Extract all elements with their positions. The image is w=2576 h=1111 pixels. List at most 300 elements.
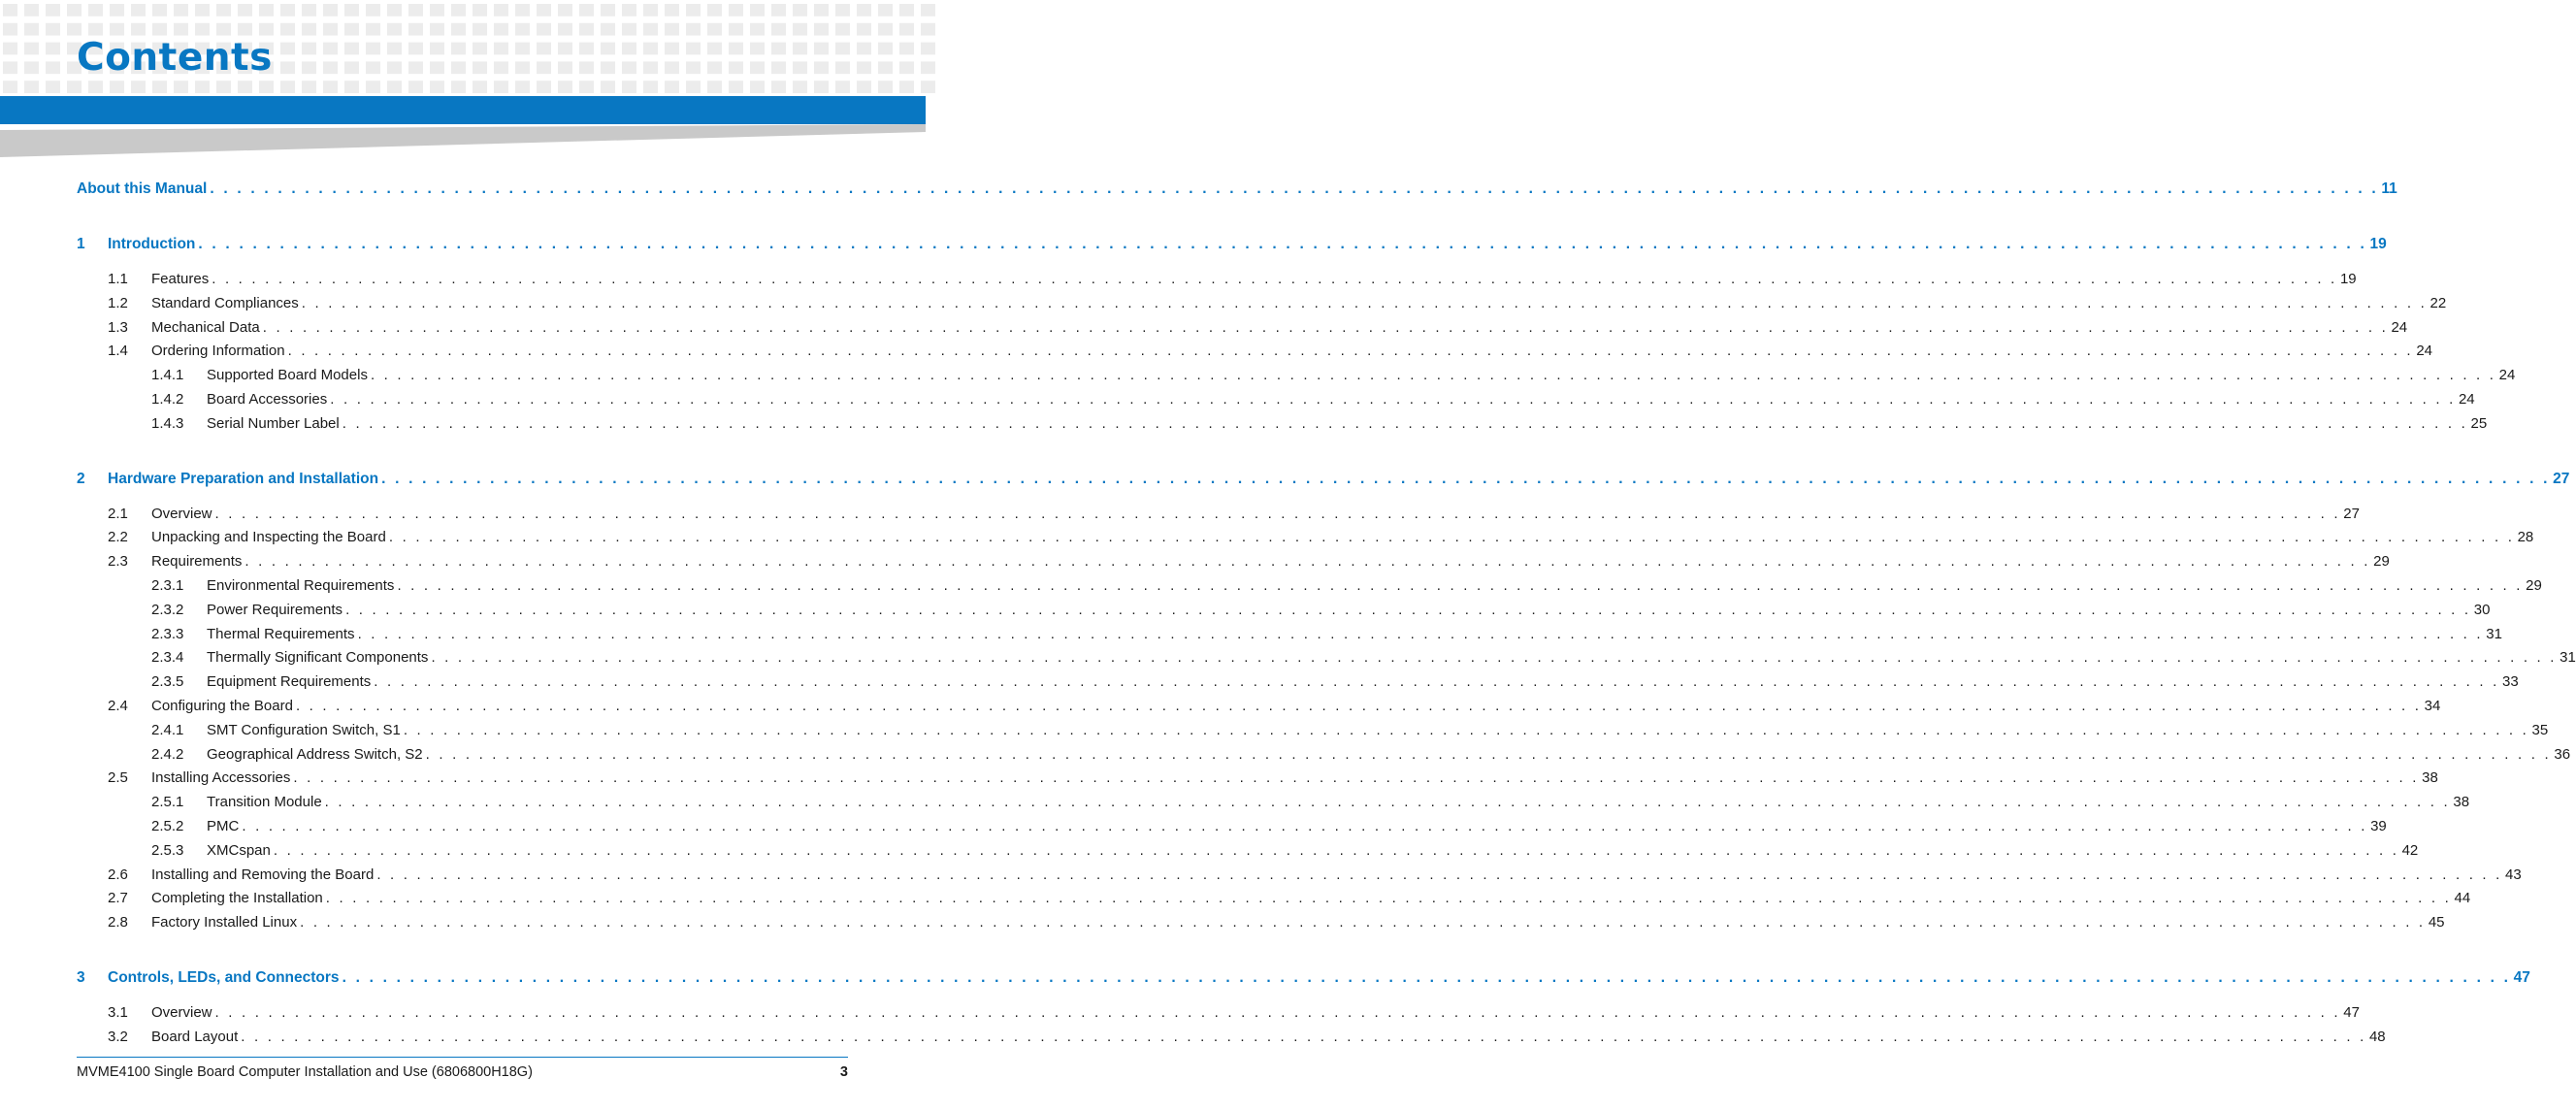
pattern-square <box>387 4 402 16</box>
toc-dot-leader: . . . . . . . . . . . . . . . . . . . . . . . . . . . . . . . . . . . . . . . . . . . . . . . . . . . . . . . . . . . . . . . . . . . . . . . . . . . . . . . . . . . . . . . . . . . . . . . . . . . . . . . . . . . . . . . . . . . . . . . . . . . . . . . . . . . . . . . . . . . . . . . . . . . . . . . . . . . . . . . . <box>214 1003 2341 1021</box>
toc-spacer <box>77 935 848 965</box>
pattern-square <box>259 4 274 16</box>
toc-section-entry[interactable] <box>77 340 2432 364</box>
pattern-square <box>579 23 594 36</box>
pattern-square <box>24 81 39 93</box>
toc-chapter-entry[interactable] <box>77 177 2397 202</box>
pattern-square <box>601 23 615 36</box>
toc-subsection-entry[interactable] <box>77 364 2516 388</box>
pattern-square <box>302 4 316 16</box>
toc-entry-title: Standard Compliances <box>151 294 299 311</box>
toc-entry-number: 3.1 <box>108 1003 128 1021</box>
pattern-square <box>537 81 551 93</box>
toc-entry-title: Hardware Preparation and Installation <box>108 470 379 487</box>
pattern-square <box>921 4 935 16</box>
pattern-square <box>835 4 850 16</box>
pattern-square <box>878 23 893 36</box>
pattern-square <box>878 4 893 16</box>
toc-subsection-entry[interactable] <box>77 839 2419 864</box>
toc-section-entry[interactable] <box>77 316 2408 341</box>
toc-entry-page: 29 <box>2373 553 2390 571</box>
pattern-square <box>46 61 60 74</box>
pattern-square <box>323 4 338 16</box>
pattern-square <box>46 23 60 36</box>
pattern-square <box>408 81 423 93</box>
pattern-square <box>238 4 252 16</box>
toc-entry-title: Serial Number Label <box>207 414 340 432</box>
pattern-square <box>515 4 530 16</box>
pattern-square <box>750 23 765 36</box>
toc-dot-leader: . . . . . . . . . . . . . . . . . . . . . . . . . . . . . . . . . . . . . . . . . . . . . . . . . . . . . . . . . . . . . . . . . . . . . . . . . . . . . . . . . . . . . . . . . . . . . . . . . . . . . . . . . . . . . . . . . . . . . . . . . . . . . . . . . . . . . . . . . . . . . . . . . . . . . . . . . . . . . . . . <box>431 649 2558 667</box>
toc-entry-page: 30 <box>2473 601 2491 618</box>
pattern-square <box>3 61 17 74</box>
toc-entry-title: Board Layout <box>151 1028 239 1045</box>
pattern-square <box>195 4 210 16</box>
pattern-square <box>857 43 871 55</box>
pattern-square <box>46 81 60 93</box>
pattern-square <box>771 43 786 55</box>
pattern-square <box>302 23 316 36</box>
pattern-square <box>558 61 572 74</box>
toc-entry-title: Installing and Removing the Board <box>151 866 375 883</box>
toc-entry-page: 48 <box>2368 1028 2386 1045</box>
toc-entry-number: 2.4 <box>108 697 128 714</box>
pattern-square <box>408 4 423 16</box>
pattern-square <box>707 61 722 74</box>
toc-entry-number: 1.4.3 <box>151 414 184 432</box>
toc-entry-number: 2.5 <box>108 769 128 787</box>
toc-section-entry[interactable] <box>77 911 2445 935</box>
toc-entry-page: 39 <box>2370 817 2387 834</box>
pattern-square <box>67 4 82 16</box>
toc-entry-page: 28 <box>2517 529 2534 546</box>
toc-entry-title: Board Accessories <box>207 390 328 408</box>
toc-dot-leader: . . . . . . . . . . . . . . . . . . . . . . . . . . . . . . . . . . . . . . . . . . . . . . . . . . . . . . . . . . . . . . . . . . . . . . . . . . . . . . . . . . . . . . . . . . . . . . . . . . . . . . . . . . . . . . . . . . . . . . . . . . . . . . . . . . . . . . . . . . . . . . . . . . . . . . . . . . . . . . . . <box>324 794 2451 811</box>
pattern-square <box>537 23 551 36</box>
pattern-square <box>473 23 487 36</box>
footer-document-title: MVME4100 Single Board Computer Installation and Use (6806800H18G) <box>77 1064 533 1080</box>
header-gray-wedge <box>0 124 926 159</box>
pattern-square <box>515 43 530 55</box>
pattern-square <box>729 61 743 74</box>
pattern-square <box>3 4 17 16</box>
pattern-square <box>643 43 658 55</box>
toc-entry-page: 24 <box>2498 367 2516 384</box>
pattern-square <box>857 81 871 93</box>
toc-entry-number: 2.1 <box>108 505 128 522</box>
toc-dot-leader: . . . . . . . . . . . . . . . . . . . . . . . . . . . . . . . . . . . . . . . . . . . . . . . . . . . . . . . . . . . . . . . . . . . . . . . . . . . . . . . . . . . . . . . . . . . . . . . . . . . . . . . . . . . . . . . . . . . . . . . . . . . . . . . . . . . . . . . . . . . . . . . . . . . . . . . . . . . . . . . . <box>370 367 2496 384</box>
toc-entry-page: 19 <box>2369 236 2387 252</box>
pattern-square <box>558 23 572 36</box>
toc-dot-leader: . . . . . . . . . . . . . . . . . . . . . . . . . . . . . . . . . . . . . . . . . . . . . . . . . . . . . . . . . . . . . . . . . . . . . . . . . . . . . . . . . . . . . . . . . . . . . . . . . . . . . . . . . . . . . . . . . . . . . . . . . . . . . . . . . . . . . . . . . . . . . . . . . . . . . . . . . . . . . . . . <box>425 745 2552 763</box>
pattern-square <box>430 81 444 93</box>
pattern-square <box>921 43 935 55</box>
pattern-square <box>857 23 871 36</box>
pattern-square <box>814 61 829 74</box>
pattern-square <box>622 43 636 55</box>
toc-entry-page: 22 <box>2429 294 2447 311</box>
pattern-square <box>344 81 359 93</box>
pattern-square <box>515 23 530 36</box>
pattern-square <box>280 43 295 55</box>
pattern-square <box>622 4 636 16</box>
page-title: Contents <box>77 36 273 80</box>
toc-entry-title: Overview <box>151 1003 212 1021</box>
pattern-square <box>665 23 679 36</box>
toc-entry-number: 2.6 <box>108 866 128 883</box>
toc-entry-title: PMC <box>207 817 240 834</box>
toc-section-entry[interactable] <box>77 695 2441 719</box>
pattern-square <box>451 23 466 36</box>
pattern-square <box>643 4 658 16</box>
toc-subsection-entry[interactable] <box>77 623 2502 647</box>
toc-entry-number: 2.7 <box>108 890 128 907</box>
toc-entry-page: 47 <box>2343 1003 2360 1021</box>
toc-entry-number: 2.5.3 <box>151 841 184 859</box>
toc-entry-number: 2.4.2 <box>151 745 184 763</box>
toc-entry-title: Mechanical Data <box>151 318 260 336</box>
toc-entry-page: 25 <box>2470 414 2488 432</box>
pattern-square <box>344 61 359 74</box>
toc-entry-title: Factory Installed Linux <box>151 914 298 931</box>
toc-section-entry[interactable] <box>77 550 2390 574</box>
toc-entry-title: XMCspan <box>207 841 271 859</box>
toc-dot-leader: . . . . . . . . . . . . . . . . . . . . . . . . . . . . . . . . . . . . . . . . . . . . . . . . . . . . . . . . . . . . . . . . . . . . . . . . . . . . . . . . . . . . . . . . . . . . . . . . . . . . . . . . . . . . . . . . . . . . . . . . . . . . . . . . . . . . . . . . . . . . . . . . . . . . . . . . . . . . . . . . <box>301 294 2428 311</box>
pattern-square <box>878 43 893 55</box>
pattern-square <box>366 81 380 93</box>
pattern-square <box>88 4 103 16</box>
toc-entry-number: 3.2 <box>108 1028 128 1045</box>
toc-entry-number: 1.4.2 <box>151 390 184 408</box>
pattern-square <box>3 81 17 93</box>
toc-entry-page: 31 <box>2486 625 2502 642</box>
pattern-square <box>3 43 17 55</box>
pattern-square <box>494 43 508 55</box>
toc-entry-title: Transition Module <box>207 794 322 811</box>
toc-entry-page: 36 <box>2554 745 2571 763</box>
pattern-square <box>814 23 829 36</box>
toc-subsection-entry[interactable] <box>77 388 2475 412</box>
toc-section-entry[interactable] <box>77 767 2438 791</box>
toc-section-entry[interactable] <box>77 292 2447 316</box>
pattern-square <box>451 4 466 16</box>
pattern-square <box>408 61 423 74</box>
toc-subsection-entry[interactable] <box>77 412 2488 437</box>
toc-entry-page: 24 <box>2416 343 2432 360</box>
footer-rule <box>77 1057 848 1058</box>
pattern-square <box>899 43 914 55</box>
toc-entry-number: 2.3 <box>108 553 128 571</box>
toc-dot-leader: . . . . . . . . . . . . . . . . . . . . . . . . . . . . . . . . . . . . . . . . . . . . . . . . . . . . . . . . . . . . . . . . . . . . . . . . . . . . . . . . . . . . . . . . . . . . . . . . . . . . . . . . . . . . . . . . . . . . . . . . . . . . . . . . . . . . . . . . . . . . . . . . . . . . . . . . . . . . . . . . <box>212 271 2337 287</box>
pattern-square <box>729 4 743 16</box>
toc-entry-title: Features <box>151 271 210 287</box>
pattern-square <box>46 43 60 55</box>
toc-subsection-entry[interactable] <box>77 670 2519 695</box>
pattern-square <box>814 81 829 93</box>
pattern-square <box>899 23 914 36</box>
toc-dot-leader: . . . . . . . . . . . . . . . . . . . . . . . . . . . . . . . . . . . . . . . . . . . . . . . . . . . . . . . . . . . . . . . . . . . . . . . . . . . . . . . . . . . . . . . . . . . . . . . . . . . . . . . . . . . . . . . . . . . . . . . . . . . . . . . . . . . . . . . . . . . . . . . . . . . . . . . . . . . . . . . . <box>381 470 2551 487</box>
toc-entry-number: 2.3.1 <box>151 576 184 594</box>
pattern-square <box>729 81 743 93</box>
pattern-square <box>451 81 466 93</box>
toc-section-entry[interactable] <box>77 1026 2386 1050</box>
toc-dot-leader: . . . . . . . . . . . . . . . . . . . . . . . . . . . . . . . . . . . . . . . . . . . . . . . . . . . . . . . . . . . . . . . . . . . . . . . . . . . . . . . . . . . . . . . . . . . . . . . . . . . . . . . . . . . . . . . . . . . . . . . . . . . . . . . . . . . . . . . . . . . . . . . . . . . . . . . . . . . . . . . . <box>293 769 2420 787</box>
toc-spacer <box>77 437 848 467</box>
toc-entry-number: 1.4 <box>108 343 128 360</box>
pattern-square <box>857 4 871 16</box>
toc-dot-leader: . . . . . . . . . . . . . . . . . . . . . . . . . . . . . . . . . . . . . . . . . . . . . . . . . . . . . . . . . . . . . . . . . . . . . . . . . . . . . . . . . . . . . . . . . . . . . . . . . . . . . . . . . . . . . . . . . . . . . . . . . . . . . . . . . . . . . . . . . . . . . . . . . . . . . . . . . . . . . . . . <box>241 1028 2366 1045</box>
toc-entry-title: Ordering Information <box>151 343 285 360</box>
toc-entry-number: 2.5.1 <box>151 794 184 811</box>
toc-dot-leader: . . . . . . . . . . . . . . . . . . . . . . . . . . . . . . . . . . . . . . . . . . . . . . . . . . . . . . . . . . . . . . . . . . . . . . . . . . . . . . . . . . . . . . . . . . . . . . . . . . . . . . . . . . . . . . . . . . . . . . . . . . . . . . . . . . . . . . . . . . . . . . . . . . . . . . . . . . . . . . . . <box>300 914 2426 931</box>
table-of-contents <box>77 177 2576 1050</box>
toc-section-entry[interactable] <box>77 864 2522 888</box>
toc-entry-number: 2.2 <box>108 529 128 546</box>
pattern-square <box>814 43 829 55</box>
pattern-square <box>793 43 807 55</box>
toc-entry-title: SMT Configuration Switch, S1 <box>207 721 401 738</box>
toc-dot-leader: . . . . . . . . . . . . . . . . . . . . . . . . . . . . . . . . . . . . . . . . . . . . . . . . . . . . . . . . . . . . . . . . . . . . . . . . . . . . . . . . . . . . . . . . . . . . . . . . . . . . . . . . . . . . . . . . . . . . . . . . . . . . . . . . . . . . . . . . . . . . . . . . . . . . . . . . . . . . . . . . <box>245 553 2371 571</box>
toc-dot-leader: . . . . . . . . . . . . . . . . . . . . . . . . . . . . . . . . . . . . . . . . . . . . . . . . . . . . . . . . . . . . . . . . . . . . . . . . . . . . . . . . . . . . . . . . . . . . . . . . . . . . . . . . . . . . . . . . . . . . . . . . . . . . . . . . . . . . . . . . . . . . . . . . . . . . . . . . . . . . . . . . <box>287 343 2414 360</box>
toc-dot-leader: . . . . . . . . . . . . . . . . . . . . . . . . . . . . . . . . . . . . . . . . . . . . . . . . . . . . . . . . . . . . . . . . . . . . . . . . . . . . . . . . . . . . . . . . . . . . . . . . . . . . . . . . . . . . . . . . . . . . . . . . . . . . . . . . . . . . . . . . . . . . . . . . . . . . . . . . . . . . . . . . <box>388 529 2515 546</box>
pattern-square <box>643 81 658 93</box>
toc-entry-title: Equipment Requirements <box>207 673 372 691</box>
toc-subsection-entry[interactable] <box>77 574 2542 599</box>
toc-entry-page: 38 <box>2422 769 2438 787</box>
pattern-square <box>665 43 679 55</box>
toc-section-entry[interactable] <box>77 1001 2360 1026</box>
header-blue-band <box>0 96 926 124</box>
pattern-square <box>579 43 594 55</box>
toc-entry-title: Thermal Requirements <box>207 625 355 642</box>
pattern-square <box>387 61 402 74</box>
pattern-square <box>686 61 701 74</box>
toc-entry-title: Environmental Requirements <box>207 576 395 594</box>
toc-entry-title: Configuring the Board <box>151 697 293 714</box>
pattern-square <box>366 43 380 55</box>
pattern-square <box>366 61 380 74</box>
toc-spacer <box>77 257 848 268</box>
pattern-square <box>24 4 39 16</box>
pattern-square <box>24 23 39 36</box>
pattern-square <box>899 81 914 93</box>
toc-spacer <box>77 202 848 232</box>
toc-entry-number: 2 <box>77 470 85 487</box>
pattern-square <box>473 43 487 55</box>
toc-entry-number: 1 <box>77 236 85 252</box>
pattern-square <box>686 43 701 55</box>
pattern-square <box>24 43 39 55</box>
toc-entry-page: 33 <box>2502 673 2519 691</box>
toc-entry-page: 44 <box>2454 890 2471 907</box>
pattern-square <box>46 4 60 16</box>
pattern-square <box>323 23 338 36</box>
pattern-square <box>430 61 444 74</box>
toc-entry-page: 34 <box>2424 697 2441 714</box>
pattern-square <box>665 61 679 74</box>
toc-entry-page: 35 <box>2531 721 2549 738</box>
pattern-square <box>793 4 807 16</box>
pattern-square <box>921 81 935 93</box>
toc-entry-page: 43 <box>2505 866 2522 883</box>
toc-dot-leader: . . . . . . . . . . . . . . . . . . . . . . . . . . . . . . . . . . . . . . . . . . . . . . . . . . . . . . . . . . . . . . . . . . . . . . . . . . . . . . . . . . . . . . . . . . . . . . . . . . . . . . . . . . . . . . . . . . . . . . . . . . . . . . . . . . . . . . . . . . . . . . . . . . . . . . . . . . . . . . . . <box>242 817 2368 834</box>
pattern-square <box>344 23 359 36</box>
pattern-square <box>430 4 444 16</box>
toc-entry-title: Unpacking and Inspecting the Board <box>151 529 386 546</box>
toc-entry-page: 42 <box>2401 841 2419 859</box>
toc-entry-title: Thermally Significant Components <box>207 649 429 667</box>
pattern-square <box>366 23 380 36</box>
toc-entry-title: Controls, LEDs, and Connectors <box>108 968 340 986</box>
toc-entry-page: 27 <box>2343 505 2360 522</box>
toc-entry-number: 2.3.3 <box>151 625 184 642</box>
toc-entry-number: 2.8 <box>108 914 128 931</box>
pattern-square <box>280 81 295 93</box>
pattern-square <box>579 81 594 93</box>
pattern-square <box>899 61 914 74</box>
pattern-square <box>686 23 701 36</box>
toc-entry-title: Supported Board Models <box>207 367 368 384</box>
toc-subsection-entry[interactable] <box>77 719 2549 743</box>
toc-entry-number: 1.4.1 <box>151 367 184 384</box>
toc-dot-leader: . . . . . . . . . . . . . . . . . . . . . . . . . . . . . . . . . . . . . . . . . . . . . . . . . . . . . . . . . . . . . . . . . . . . . . . . . . . . . . . . . . . . . . . . . . . . . . . . . . . . . . . . . . . . . . . . . . . . . . . . . . . . . . . . . . . . . . . . . . . . . . . . . . . . . . . . . . . . . . . . <box>357 625 2484 642</box>
pattern-square <box>302 61 316 74</box>
toc-dot-leader: . . . . . . . . . . . . . . . . . . . . . . . . . . . . . . . . . . . . . . . . . . . . . . . . . . . . . . . . . . . . . . . . . . . . . . . . . . . . . . . . . . . . . . . . . . . . . . . . . . . . . . . . . . . . . . . . . . . . . . . . . . . . . . . . . . . . . . . . . . . . . . . . . . . . . . . . . . . . . . . . <box>330 390 2456 408</box>
toc-chapter-entry[interactable] <box>77 965 2530 991</box>
toc-entry-page: 47 <box>2513 968 2530 986</box>
toc-subsection-entry[interactable] <box>77 599 2491 623</box>
pattern-square <box>771 81 786 93</box>
pattern-square <box>601 81 615 93</box>
pattern-square <box>344 4 359 16</box>
pattern-square <box>302 43 316 55</box>
toc-section-entry[interactable] <box>77 503 2360 527</box>
pattern-square <box>451 43 466 55</box>
pattern-square <box>494 4 508 16</box>
toc-entry-page: 45 <box>2428 914 2445 931</box>
toc-entry-title: Power Requirements <box>207 601 343 618</box>
pattern-square <box>558 81 572 93</box>
toc-dot-leader: . . . . . . . . . . . . . . . . . . . . . . . . . . . . . . . . . . . . . . . . . . . . . . . . . . . . . . . . . . . . . . . . . . . . . . . . . . . . . . . . . . . . . . . . . . . . . . . . . . . . . . . . . . . . . . . . . . . . . . . . . . . . . . . . . . . . . . . . . . . . . . . . . . . . . . . . . . . . . . . . <box>262 318 2389 336</box>
toc-subsection-entry[interactable] <box>77 743 2571 768</box>
toc-entry-title: Introduction <box>108 236 196 252</box>
toc-entry-number: 2.3.2 <box>151 601 184 618</box>
pattern-square <box>622 81 636 93</box>
pattern-square <box>473 61 487 74</box>
toc-entry-title: Requirements <box>151 553 243 571</box>
pattern-square <box>579 61 594 74</box>
pattern-square <box>344 43 359 55</box>
pattern-square <box>835 43 850 55</box>
toc-entry-page: 27 <box>2553 470 2570 487</box>
pattern-square <box>323 61 338 74</box>
pattern-square <box>280 4 295 16</box>
pattern-square <box>494 23 508 36</box>
pattern-square <box>387 81 402 93</box>
pattern-square <box>451 61 466 74</box>
toc-dot-leader: . . . . . . . . . . . . . . . . . . . . . . . . . . . . . . . . . . . . . . . . . . . . . . . . . . . . . . . . . . . . . . . . . . . . . . . . . . . . . . . . . . . . . . . . . . . . . . . . . . . . . . . . . . . . . . . . . . . . . . . . . . . . . . . . . . . . . . . . . . . . . . . . . . . . . . . . . . . . . . . . <box>376 866 2503 883</box>
pattern-square <box>771 23 786 36</box>
pattern-square <box>537 43 551 55</box>
pattern-square <box>750 4 765 16</box>
pattern-square <box>558 4 572 16</box>
toc-dot-leader: . . . . . . . . . . . . . . . . . . . . . . . . . . . . . . . . . . . . . . . . . . . . . . . . . . . . . . . . . . . . . . . . . . . . . . . . . . . . . . . . . . . . . . . . . . . . . . . . . . . . . . . . . . . . . . . . . . . . . . . . . . . . . . . . . . . . . . . . . . . . . . . . . . . . . . . . . . . . . . . . <box>198 236 2367 252</box>
toc-entry-number: 1.3 <box>108 318 128 336</box>
pattern-square <box>921 61 935 74</box>
pattern-square <box>814 4 829 16</box>
pattern-square <box>302 81 316 93</box>
pattern-square <box>899 4 914 16</box>
pattern-square <box>323 81 338 93</box>
toc-dot-leader: . . . . . . . . . . . . . . . . . . . . . . . . . . . . . . . . . . . . . . . . . . . . . . . . . . . . . . . . . . . . . . . . . . . . . . . . . . . . . . . . . . . . . . . . . . . . . . . . . . . . . . . . . . . . . . . . . . . . . . . . . . . . . . . . . . . . . . . . . . . . . . . . . . . . . . . . . . . . . . . . <box>397 576 2524 594</box>
pattern-square <box>601 43 615 55</box>
pattern-square <box>216 4 231 16</box>
toc-subsection-entry[interactable] <box>77 646 2576 670</box>
toc-entry-page: 24 <box>2458 390 2475 408</box>
pattern-square <box>601 4 615 16</box>
pattern-square <box>131 4 146 16</box>
pattern-square <box>771 61 786 74</box>
toc-dot-leader: . . . . . . . . . . . . . . . . . . . . . . . . . . . . . . . . . . . . . . . . . . . . . . . . . . . . . . . . . . . . . . . . . . . . . . . . . . . . . . . . . . . . . . . . . . . . . . . . . . . . . . . . . . . . . . . . . . . . . . . . . . . . . . . . . . . . . . . . . . . . . . . . . . . . . . . . . . . . . . . . <box>295 697 2422 714</box>
pattern-square <box>686 81 701 93</box>
toc-entry-number: 2.4.1 <box>151 721 184 738</box>
pattern-square <box>473 4 487 16</box>
toc-entry-number: 2.3.5 <box>151 673 184 691</box>
toc-entry-page: 31 <box>2560 649 2576 667</box>
toc-entry-page: 19 <box>2339 271 2357 287</box>
pattern-square <box>793 81 807 93</box>
pattern-square <box>280 23 295 36</box>
pattern-square <box>537 4 551 16</box>
toc-chapter-entry[interactable] <box>77 232 2387 257</box>
pattern-square <box>793 23 807 36</box>
toc-entry-title: Installing Accessories <box>151 769 291 787</box>
toc-entry-page: 11 <box>2381 180 2397 197</box>
pattern-square <box>750 43 765 55</box>
pattern-square <box>622 61 636 74</box>
pattern-square <box>835 81 850 93</box>
toc-entry-number: 1.1 <box>108 271 128 287</box>
toc-section-entry[interactable] <box>77 526 2534 550</box>
toc-entry-number: 2.3.4 <box>151 649 184 667</box>
toc-dot-leader: . . . . . . . . . . . . . . . . . . . . . . . . . . . . . . . . . . . . . . . . . . . . . . . . . . . . . . . . . . . . . . . . . . . . . . . . . . . . . . . . . . . . . . . . . . . . . . . . . . . . . . . . . . . . . . . . . . . . . . . . . . . . . . . . . . . . . . . . . . . . . . . . . . . . . . . . . . . . . . . . <box>345 601 2471 618</box>
pattern-square <box>558 43 572 55</box>
toc-chapter-entry[interactable] <box>77 467 2570 492</box>
pattern-square <box>729 43 743 55</box>
toc-entry-title: Geographical Address Switch, S2 <box>207 745 423 763</box>
toc-subsection-entry[interactable] <box>77 815 2387 839</box>
toc-entry-page: 38 <box>2453 794 2470 811</box>
toc-dot-leader: . . . . . . . . . . . . . . . . . . . . . . . . . . . . . . . . . . . . . . . . . . . . . . . . . . . . . . . . . . . . . . . . . . . . . . . . . . . . . . . . . . . . . . . . . . . . . . . . . . . . . . . . . . . . . . . . . . . . . . . . . . . . . . . . . . . . . . . . . . . . . . . . . . . . . . . . . . . . . . . . <box>342 968 2511 986</box>
pattern-square <box>24 61 39 74</box>
toc-section-entry[interactable] <box>77 887 2471 911</box>
toc-spacer <box>77 492 848 503</box>
pattern-square <box>878 81 893 93</box>
toc-entry-title: About this Manual <box>77 180 208 197</box>
pattern-square <box>665 4 679 16</box>
toc-section-entry[interactable] <box>77 268 2357 292</box>
toc-subsection-entry[interactable] <box>77 791 2470 815</box>
toc-dot-leader: . . . . . . . . . . . . . . . . . . . . . . . . . . . . . . . . . . . . . . . . . . . . . . . . . . . . . . . . . . . . . . . . . . . . . . . . . . . . . . . . . . . . . . . . . . . . . . . . . . . . . . . . . . . . . . . . . . . . . . . . . . . . . . . . . . . . . . . . . . . . . . . . . . . . . . . . . . . . . . . . <box>325 890 2452 907</box>
pattern-square <box>408 23 423 36</box>
footer-page-number: 3 <box>839 1064 848 1080</box>
pattern-square <box>921 23 935 36</box>
pattern-square <box>707 81 722 93</box>
pattern-square <box>579 4 594 16</box>
pattern-square <box>707 4 722 16</box>
pattern-square <box>174 4 188 16</box>
pattern-square <box>857 61 871 74</box>
